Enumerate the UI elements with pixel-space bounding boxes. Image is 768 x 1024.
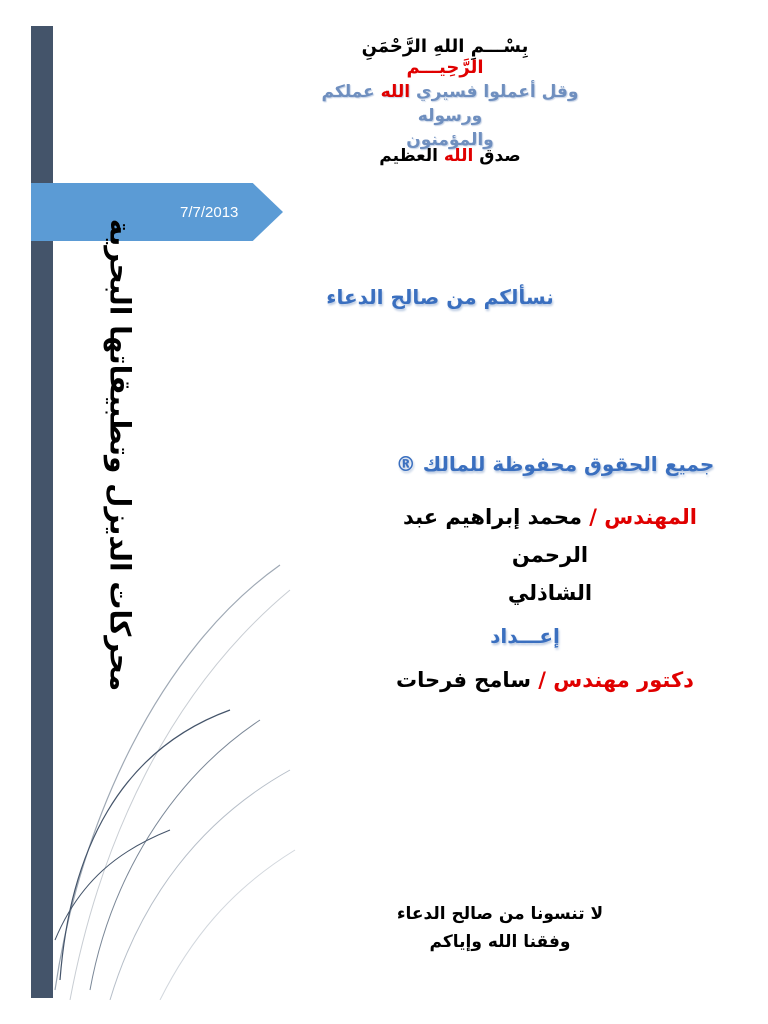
footer-line-2: وفقنا الله وإياكم xyxy=(429,932,571,952)
verse-part-b: عملكم ورسوله xyxy=(321,82,483,126)
prepared-by-heading: إعـــداد xyxy=(490,624,560,648)
verse-line-2: والمؤمنون xyxy=(406,130,494,150)
engineer-name-line-2: الشاذلي xyxy=(507,581,593,605)
doctor-credit xyxy=(390,668,700,692)
sadaq-part-red: الله xyxy=(443,146,474,166)
sadaq-part-b: العظيم xyxy=(379,146,438,166)
sadaq-line xyxy=(370,146,530,166)
engineer-title: المهندس / xyxy=(589,505,697,529)
rights-notice: جميع الحقوق محفوظة للمالك ® xyxy=(395,452,715,476)
footer-line-1: لا تنسونا من صالح الدعاء xyxy=(396,904,604,924)
engineer-name-line-1: محمد إبراهيم عبد الرحمن xyxy=(403,505,589,567)
basmala xyxy=(330,36,560,78)
date-label: 7/7/2013 xyxy=(180,204,239,221)
quran-verse xyxy=(290,80,610,152)
date-banner xyxy=(31,183,283,241)
footer-dua xyxy=(370,900,630,956)
verse-part-a: وقل أعملوا فسيري xyxy=(415,82,579,102)
sadaq-part-a: صدق xyxy=(479,146,521,166)
doctor-title: دكتور مهندس / xyxy=(538,668,694,692)
vertical-title: محركات الديزل وتطبيقاتها البحرية xyxy=(103,218,137,692)
verse-part-red: الله xyxy=(380,82,411,102)
vertical-title-area xyxy=(70,218,170,692)
doctor-name: سامح فرحات xyxy=(396,668,531,692)
basmala-red: الرَّحِيـــم xyxy=(406,57,484,78)
dua-request: نسألكم من صالح الدعاء xyxy=(326,285,554,309)
engineer-credit xyxy=(370,498,730,612)
basmala-main: بِسْـــمِ اللهِ الرَّحْمَنِ xyxy=(361,36,529,57)
